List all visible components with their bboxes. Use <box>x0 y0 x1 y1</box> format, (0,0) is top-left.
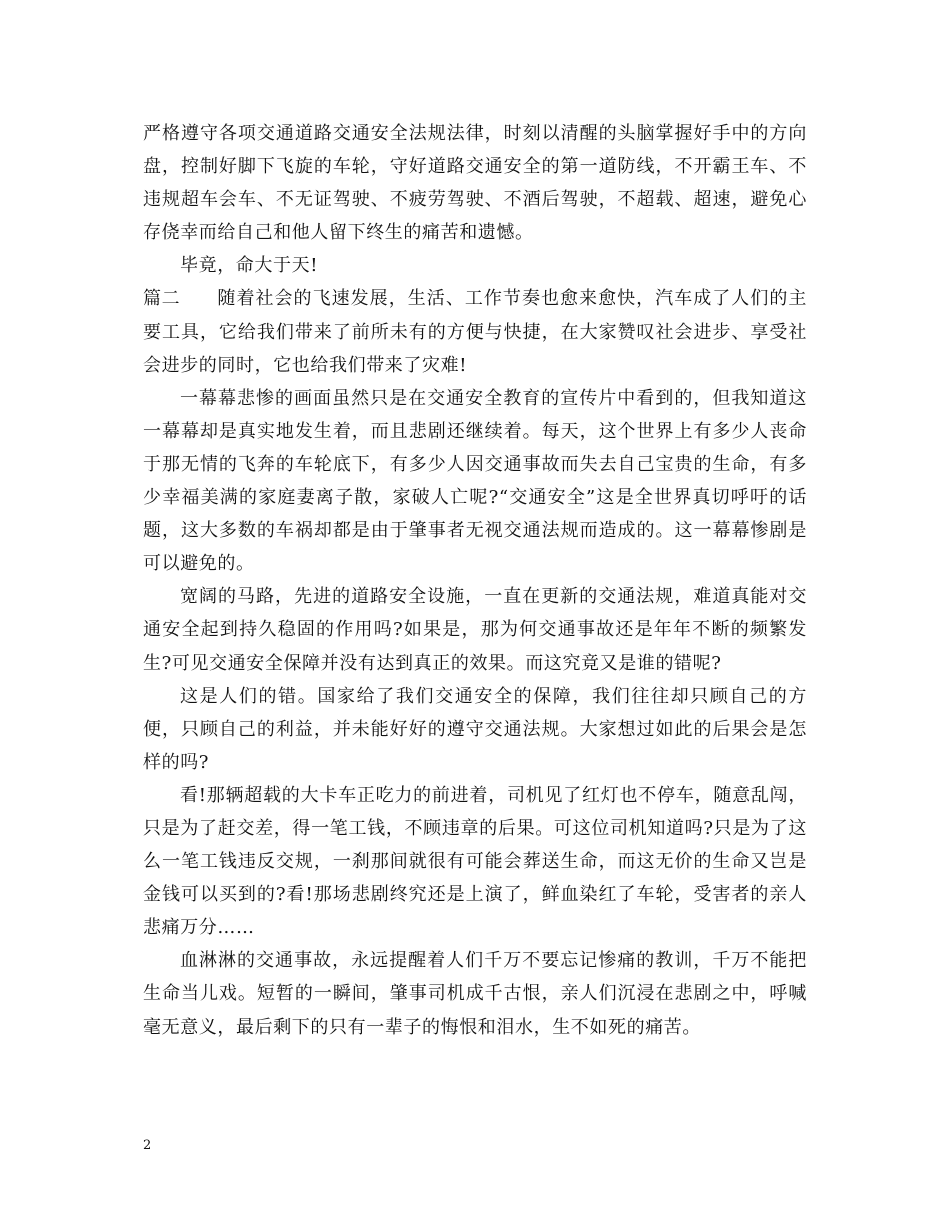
paragraph-6: 这是人们的错。国家给了我们交通安全的保障，我们往往却只顾自己的方便，只顾自己的利益，并未能好好的遵守交通法规。大家想过如此的后果会是怎样的吗? <box>143 685 807 773</box>
paragraph-4: 一幕幕悲惨的画面虽然只是在交通安全教育的宣传片中看到的，但我知道这一幕幕却是真实地发生着，而且悲剧还继续着。每天，这个世界上有多少人丧命于那无情的飞奔的车轮底下，有多少人因交通事故而失去自己宝贵的生命，有多少幸福美满的家庭妻离子散，家破人亡呢?“交通安全”这是全世界真切呼吁的话题，这大多数的车祸却都是由于肇事者无视交通法规而造成的。这一幕幕惨剧是可以避免的。 <box>143 387 807 575</box>
paragraph-7: 看!那辆超载的大卡车正吃力的前进着，司机见了红灯也不停车，随意乱闯，只是为了赶交差，得一笔工钱，不顾违章的后果。可这位司机知道吗?只是为了这么一笔工钱违反交规，一刹那间就很有可能会葬送生命，而这无价的生命又岂是金钱可以买到的?看!那场悲剧终究还是上演了，鲜血染红了车轮，受害者的亲人悲痛万分…… <box>143 784 807 939</box>
document-body <box>143 117 807 1044</box>
paragraph-5: 宽阔的马路，先进的道路安全设施，一直在更新的交通法规，难道真能对交通安全起到持久稳固的作用吗?如果是，那为何交通事故还是年年不断的频繁发生?可见交通安全保障并没有达到真正的效果。而这究竟又是谁的错呢? <box>143 586 807 674</box>
section-label: 篇二 <box>143 288 181 310</box>
paragraph-3-text: 随着社会的飞速发展，生活、工作节奏也愈来愈快，汽车成了人们的主要工具，它给我们带来了前所未有的方便与快捷，在大家赞叹社会进步、享受社会进步的同时，它也给我们带来了灾难! <box>143 288 807 376</box>
paragraph-1: 严格遵守各项交通道路交通安全法规法律，时刻以清醒的头脑掌握好手中的方向盘，控制好脚下飞旋的车轮，守好道路交通安全的第一道防线，不开霸王车、不违规超车会车、不无证驾驶、不疲劳驾驶、不酒后驾驶，不超载、超速，避免心存侥幸而给自己和他人留下终生的痛苦和遗憾。 <box>143 123 807 244</box>
paragraph-3 <box>143 282 807 381</box>
paragraph-8: 血淋淋的交通事故，永远提醒着人们千万不要忘记惨痛的教训，千万不能把生命当儿戏。短暂的一瞬间，肇事司机成千古恨，亲人们沉浸在悲剧之中，呼喊毫无意义，最后剩下的只有一辈子的悔恨和泪水，生不如死的痛苦。 <box>143 950 807 1038</box>
paragraph-2: 毕竟，命大于天! <box>180 255 319 277</box>
page-number: 2 <box>143 1138 152 1153</box>
